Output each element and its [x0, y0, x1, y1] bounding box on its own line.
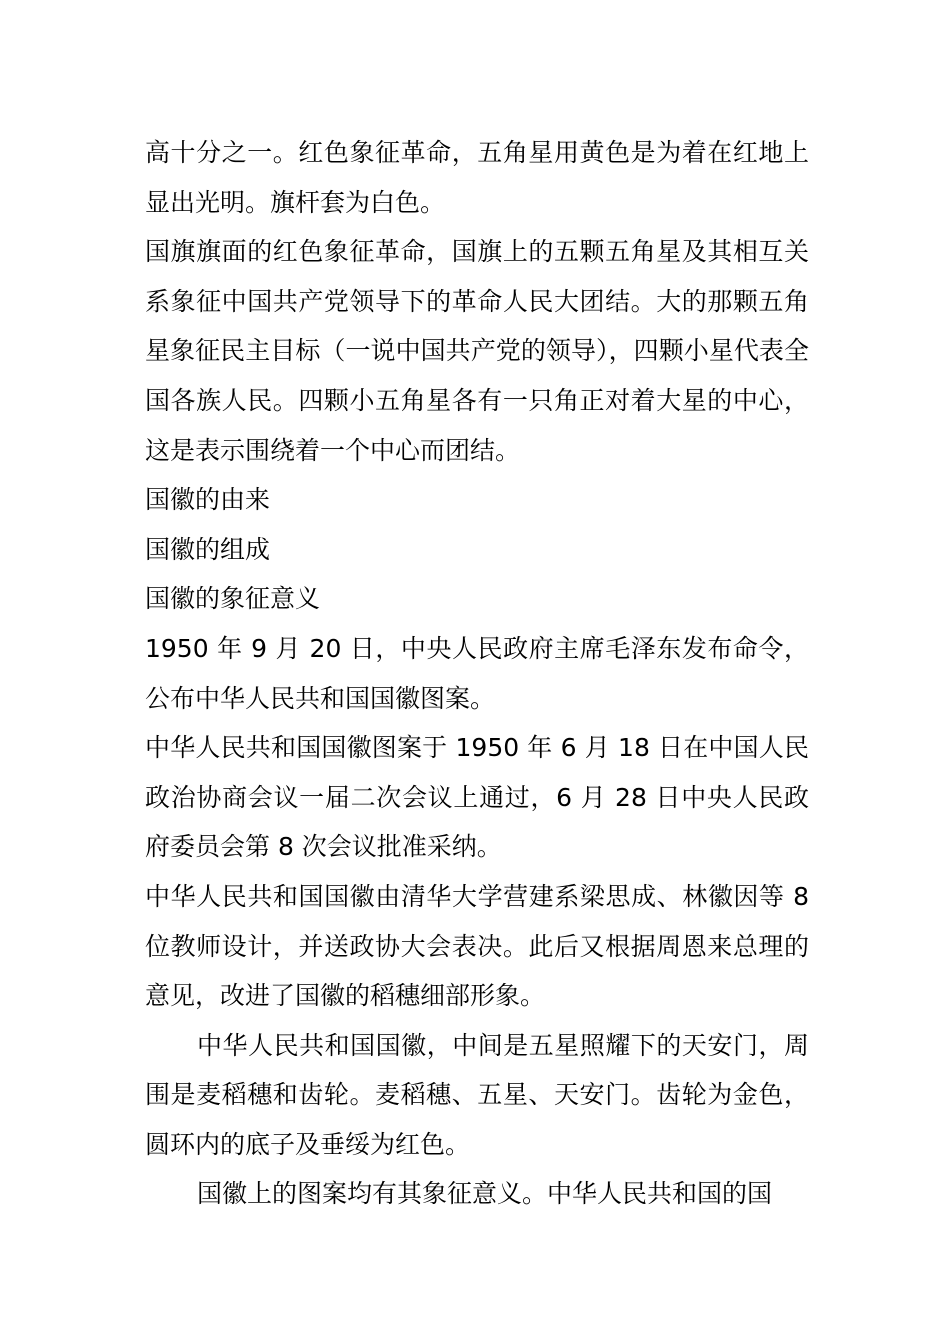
heading-emblem-symbolism: 国徽的象征意义 — [145, 584, 321, 614]
paragraph-flag-symbolism: 国旗旗面的红色象征革命，国旗上的五颗五角星及其相互关系象征中国共产党领导下的革命人民大团结。大的那颗五角星象征民主目标（一说中国共产党的领导），四颗小星代表全国各族人民。四颗小五角星各有一只角正对着大星的中心，这是表示围绕着一个中心而团结。 — [145, 237, 809, 465]
heading-emblem-composition: 国徽的组成 — [145, 534, 271, 564]
paragraph-emblem-description: 中华人民共和国国徽，中间是五星照耀下的天安门，周围是麦稻穗和齿轮。麦稻穗、五星、天安门。齿轮为金色，圆环内的底子及垂绥为红色。 — [145, 1030, 809, 1159]
document-body — [145, 128, 809, 1219]
heading-emblem-origin: 国徽的由来 — [145, 485, 271, 515]
paragraph-emblem-proclamation: 1950 年 9 月 20 日，中央人民政府主席毛泽东发布命令，公布中华人民共和国国徽图案。 — [145, 633, 809, 713]
paragraph-flag-colors: 高十分之一。红色象征革命，五角星用黄色是为着在红地上显出光明。旗杆套为白色。 — [145, 138, 809, 217]
paragraph-emblem-meaning: 国徽上的图案均有其象征意义。中华人民共和国的国 — [197, 1179, 773, 1209]
paragraph-emblem-approval: 中华人民共和国国徽图案于 1950 年 6 月 18 日在中国人民政治协商会议一届二次会议上通过，6 月 28 日中央人民政府委员会第 8 次会议批准采纳。 — [145, 733, 809, 862]
paragraph-emblem-design: 中华人民共和国国徽由清华大学营建系梁思成、林徽因等 8 位教师设计，并送政协大会表决。此后又根据周恩来总理的意见，改进了国徽的稻穗细部形象。 — [145, 881, 809, 1011]
